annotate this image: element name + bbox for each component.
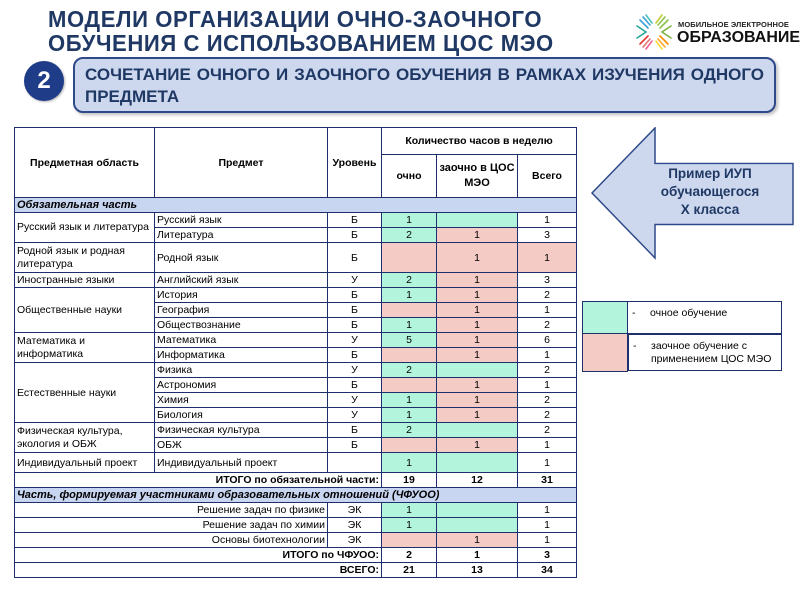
total-all: 31: [518, 473, 577, 488]
distance-cell: [437, 453, 518, 473]
distance-cell: 1: [437, 318, 518, 333]
section-title: СОЧЕТАНИЕ ОЧНОГО И ЗАОЧНОГО ОБУЧЕНИЯ В РАМКАХ ИЗУЧЕНИЯ ОДНОГО ПРЕДМЕТА: [73, 57, 776, 113]
total-label: ИТОГО по ЧФУОО:: [15, 548, 382, 563]
section-row-elective: [15, 488, 577, 503]
in-person-cell: 1: [382, 393, 437, 408]
table-row: [15, 333, 577, 348]
in-person-cell: 1: [382, 213, 437, 228]
table-row: [15, 518, 577, 533]
total-cell: 1: [518, 213, 577, 228]
total-cell: 1: [518, 518, 577, 533]
in-person-cell: 5: [382, 333, 437, 348]
total-cell: 2: [518, 363, 577, 378]
subject-cell: Русский язык: [155, 213, 328, 228]
distance-cell: 1: [437, 303, 518, 318]
in-person-cell: [382, 378, 437, 393]
distance-cell: 1: [437, 533, 518, 548]
total-cell: 2: [518, 318, 577, 333]
distance-cell: 1: [437, 243, 518, 273]
header-level: Уровень: [328, 128, 382, 198]
subject-cell: Индивидуальный проект: [155, 453, 328, 473]
brand-logo: [634, 12, 800, 52]
subject-cell: География: [155, 303, 328, 318]
total-in-person: 19: [382, 473, 437, 488]
total-cell: 1: [518, 243, 577, 273]
callout-line3: X класса: [680, 202, 740, 217]
total-cell: 6: [518, 333, 577, 348]
total-cell: 3: [518, 228, 577, 243]
callout-line2: обучающегося: [660, 184, 760, 199]
table-row: [15, 533, 577, 548]
total-cell: 1: [518, 533, 577, 548]
total-cell: 3: [518, 273, 577, 288]
table-header-row: [15, 128, 577, 155]
subject-cell: Физическая культура: [155, 423, 328, 438]
in-person-cell: 1: [382, 453, 437, 473]
total-distance: 1: [437, 548, 518, 563]
in-person-cell: 1: [382, 503, 437, 518]
table-row: [15, 503, 577, 518]
level-cell: У: [328, 273, 382, 288]
in-person-cell: [382, 243, 437, 273]
total-distance: 13: [437, 563, 518, 578]
subject-cell: Биология: [155, 408, 328, 423]
table-row: [15, 273, 577, 288]
distance-cell: [437, 503, 518, 518]
total-cell: 2: [518, 423, 577, 438]
logo-text-small: МОБИЛЬНОЕ ЭЛЕКТРОННОЕ: [678, 20, 790, 29]
in-person-cell: 2: [382, 363, 437, 378]
legend-swatch-green: [583, 302, 628, 334]
total-cell: 2: [518, 408, 577, 423]
in-person-cell: 2: [382, 423, 437, 438]
total-cell: 1: [518, 303, 577, 318]
area-cell: Индивидуальный проект: [15, 453, 155, 473]
subject-cell: Физика: [155, 363, 328, 378]
legend-item-in-person: [583, 302, 782, 334]
distance-cell: 1: [437, 348, 518, 363]
level-cell: У: [328, 393, 382, 408]
table-row: [15, 363, 577, 378]
area-cell: Математика и информатика: [15, 333, 155, 363]
in-person-cell: [382, 533, 437, 548]
distance-cell: [437, 363, 518, 378]
level-cell: Б: [328, 438, 382, 453]
subject-cell: Обществознание: [155, 318, 328, 333]
subject-cell: Химия: [155, 393, 328, 408]
distance-cell: [437, 518, 518, 533]
header-subject: Предмет: [155, 128, 328, 198]
in-person-cell: 2: [382, 273, 437, 288]
brand-logo-icon: [634, 12, 674, 52]
table-row: [15, 288, 577, 303]
in-person-cell: 1: [382, 408, 437, 423]
level-cell: Б: [328, 318, 382, 333]
page-title-line2: ОБУЧЕНИЯ С ИСПОЛЬЗОВАНИЕМ ЦОС МЭО: [48, 30, 554, 56]
in-person-cell: 1: [382, 518, 437, 533]
level-cell: Б: [328, 348, 382, 363]
section-row-mandatory: [15, 198, 577, 213]
section-number-badge: 2: [24, 61, 64, 101]
in-person-cell: [382, 348, 437, 363]
legend-text: очное обучение: [650, 307, 728, 319]
logo-text-large: ОБРАЗОВАНИЕ: [677, 29, 800, 46]
level-cell: [328, 453, 382, 473]
distance-cell: [437, 213, 518, 228]
subject-cell: ОБЖ: [155, 438, 328, 453]
legend-swatch-pink: [583, 334, 628, 372]
page-title: [48, 7, 586, 55]
header-distance: заочно в ЦОС МЭО: [437, 155, 518, 198]
level-cell: ЭК: [328, 518, 382, 533]
distance-cell: 1: [437, 438, 518, 453]
level-cell: У: [328, 363, 382, 378]
subject-cell: Астрономия: [155, 378, 328, 393]
legend-label-distance: [628, 334, 782, 371]
subject-cell: Информатика: [155, 348, 328, 363]
elective-total-row: [15, 548, 577, 563]
color-legend: [582, 301, 782, 372]
level-cell: У: [328, 408, 382, 423]
total-cell: 1: [518, 503, 577, 518]
section-label-elective: Часть, формируемая участниками образовательных отношений (ЧФУОО): [15, 488, 577, 503]
distance-cell: [437, 423, 518, 438]
table-row: [15, 213, 577, 228]
distance-cell: 1: [437, 273, 518, 288]
legend-text: заочное обучение с применением ЦОС МЭО: [651, 340, 772, 365]
legend-item-distance: [583, 334, 782, 372]
total-all: 3: [518, 548, 577, 563]
total-distance: 12: [437, 473, 518, 488]
total-label: ИТОГО по обязательной части:: [15, 473, 382, 488]
in-person-cell: [382, 303, 437, 318]
level-cell: Б: [328, 213, 382, 228]
total-cell: 1: [518, 378, 577, 393]
callout-text: [650, 165, 770, 219]
total-all: 34: [518, 563, 577, 578]
subject-cell: Английский язык: [155, 273, 328, 288]
subject-cell: Решение задач по физике: [15, 503, 328, 518]
total-label: ВСЕГО:: [15, 563, 382, 578]
legend-dash: -: [632, 307, 636, 319]
total-cell: 1: [518, 438, 577, 453]
distance-cell: 1: [437, 408, 518, 423]
distance-cell: 1: [437, 378, 518, 393]
legend-label-in-person: [628, 302, 782, 334]
area-cell: Физическая культура, экология и ОБЖ: [15, 423, 155, 453]
subject-cell: Основы биотехнологии: [15, 533, 328, 548]
header-in-person: очно: [382, 155, 437, 198]
level-cell: Б: [328, 303, 382, 318]
total-cell: 2: [518, 288, 577, 303]
total-cell: 1: [518, 348, 577, 363]
header-hours-group: Количество часов в неделю: [382, 128, 577, 155]
area-cell: Естественные науки: [15, 363, 155, 423]
table-row: [15, 453, 577, 473]
in-person-cell: [382, 438, 437, 453]
total-cell: 1: [518, 453, 577, 473]
callout-line1: Пример ИУП: [668, 166, 752, 181]
distance-cell: 1: [437, 333, 518, 348]
level-cell: ЭК: [328, 533, 382, 548]
level-cell: Б: [328, 423, 382, 438]
level-cell: У: [328, 333, 382, 348]
area-cell: Русский язык и литература: [15, 213, 155, 243]
header-area: Предметная область: [15, 128, 155, 198]
table-row: [15, 423, 577, 438]
level-cell: Б: [328, 378, 382, 393]
area-cell: Общественные науки: [15, 288, 155, 333]
legend-dash: -: [633, 340, 637, 352]
distance-cell: 1: [437, 288, 518, 303]
page-title-line1: МОДЕЛИ ОРГАНИЗАЦИИ ОЧНО-ЗАОЧНОГО: [48, 6, 543, 32]
level-cell: Б: [328, 228, 382, 243]
area-cell: Иностранные языки: [15, 273, 155, 288]
level-cell: Б: [328, 288, 382, 303]
total-in-person: 2: [382, 548, 437, 563]
subject-cell: История: [155, 288, 328, 303]
subject-cell: Математика: [155, 333, 328, 348]
mandatory-total-row: [15, 473, 577, 488]
header-total: Всего: [518, 155, 577, 198]
level-cell: Б: [328, 243, 382, 273]
subject-cell: Родной язык: [155, 243, 328, 273]
in-person-cell: 2: [382, 228, 437, 243]
area-cell: Родной язык и родная литература: [15, 243, 155, 273]
total-cell: 2: [518, 393, 577, 408]
grand-total-row: [15, 563, 577, 578]
section-label-mandatory: Обязательная часть: [15, 198, 577, 213]
subject-cell: Решение задач по химии: [15, 518, 328, 533]
in-person-cell: 1: [382, 318, 437, 333]
subject-cell: Литература: [155, 228, 328, 243]
in-person-cell: 1: [382, 288, 437, 303]
distance-cell: 1: [437, 393, 518, 408]
table-row: [15, 243, 577, 273]
total-in-person: 21: [382, 563, 437, 578]
distance-cell: 1: [437, 228, 518, 243]
level-cell: ЭК: [328, 503, 382, 518]
curriculum-table: [14, 127, 577, 578]
